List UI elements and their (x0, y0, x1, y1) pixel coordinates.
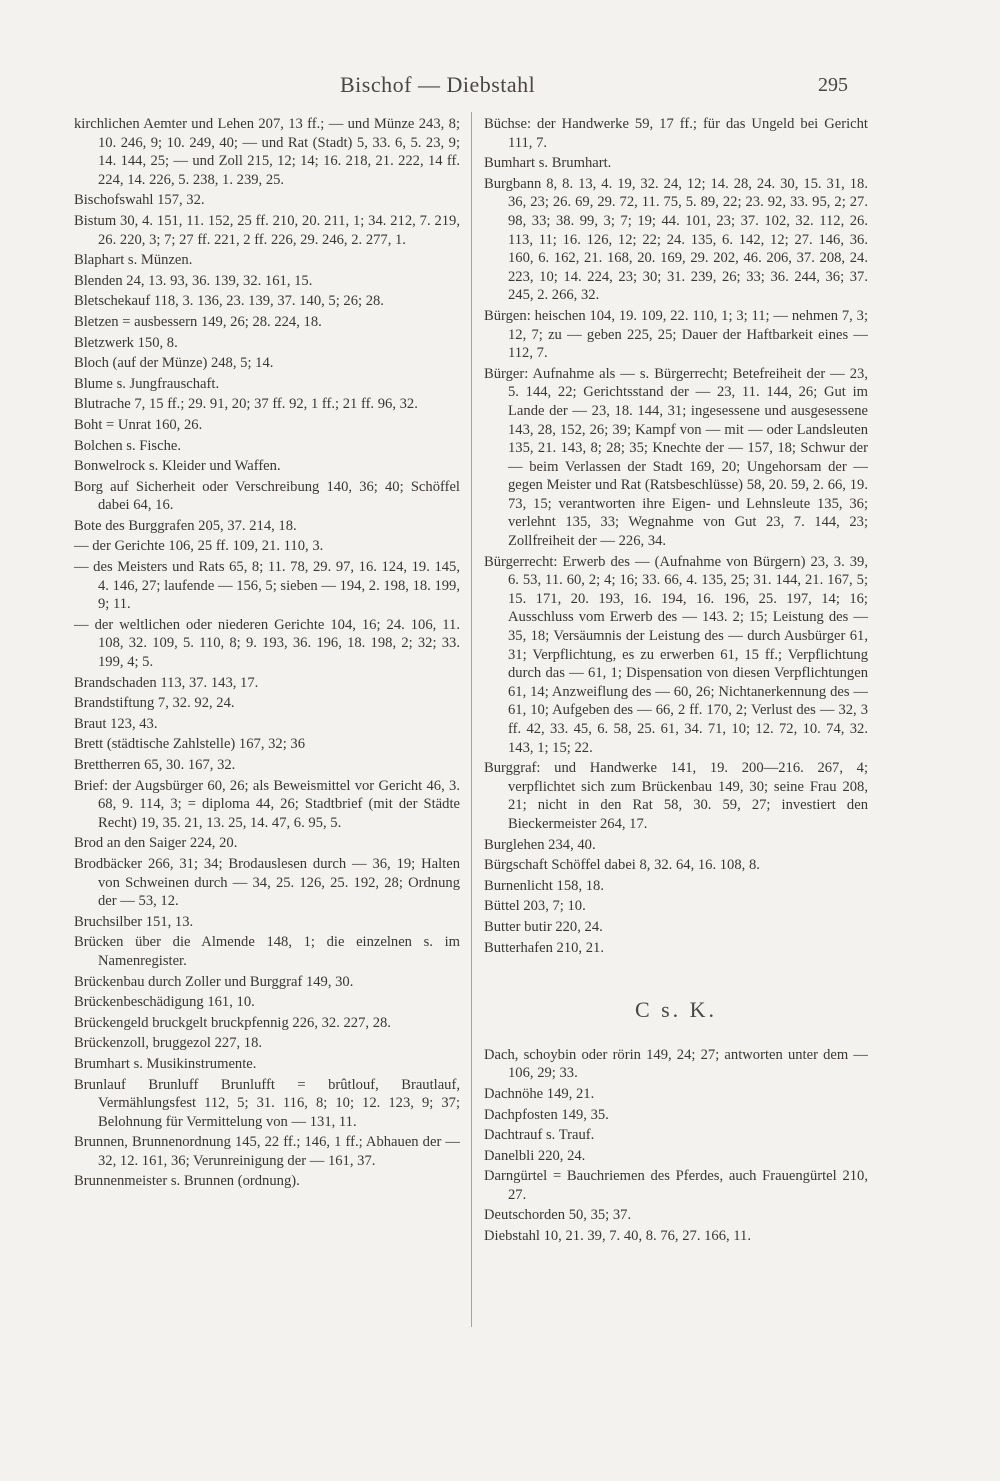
index-entry: Burgbann 8, 8. 13, 4. 19, 32. 24, 12; 14. 28, 24. 30, 15. 31, 18. 36, 23; 26. 69, 29. 72, 11. 75, 5. 89, 22; 23. 92, 33. 95, 2; 27. 98, 33; 38. 99, 3; 7; 19; 44. 101, 23; 37. 102, 32. 112, 26. 113, 11; 16. 126, 12; 22; 24. 135, 6. 142, 12; 27. 146, 36. 160, 6. 162, 21. 168, 20. 169, 29. 202, 46. 206, 37. 208, 24. 223, 10; 14. 224, 23; 30; 31. 239, 26; 33; 36. 244, 36; 37. 245, 2. 266, 32. (484, 175, 868, 304)
index-entry: Brandstiftung 7, 32. 92, 24. (74, 695, 235, 712)
index-entry: Bürger: Aufnahme als — s. Bürgerrecht; Betefreiheit der — 23, 5. 144, 22; Gerichtsstand der — 23, 11. 144, 26; Gut im Lande der — 23, 18. 144, 31; ingesessene und ausgesessene 143, 28, 152, 26; 39; Kampf von — mit — oder Landsleuten 135, 21. 143, 8; 28; 35; Knechte der — 157, 18; Schwur der — beim Verlassen der Stadt 169, 20; Ungehorsam der — gegen Meister und Rat (Ratsbeschlüsse) 58, 20. 59, 2. 66, 19. 73, 15; verantworten ihre Eigen- und Lehnsleute 135, 36; verlehnt 135, 33; Wegnahme von Gut 23, 7. 144, 23; Zollfreiheit der — 226, 34. (484, 365, 868, 550)
index-entry: Bürgschaft Schöffel dabei 8, 32. 64, 16. 108, 8. (484, 857, 760, 874)
index-entry: Blume s. Jungfrauschaft. (74, 375, 220, 392)
index-entry: Brod an den Saiger 224, 20. (74, 835, 238, 852)
index-entry: Bletzen = ausbessern 149, 26; 28. 224, 18. (74, 313, 322, 330)
running-header (0, 72, 1000, 102)
index-entry: Brunnenmeister s. Brunnen (ordnung). (74, 1173, 300, 1190)
page-number: 295 (818, 74, 848, 96)
index-entry: Dachpfosten 149, 35. (484, 1106, 609, 1123)
index-entry: — der weltlichen oder niederen Gerichte 104, 16; 24. 106, 11. 108, 32. 109, 5. 110, 8; 9. 193, 36. 196, 18. 198, 2; 32; 33. 199, 4; 5. (74, 616, 460, 671)
index-entry: Bruchsilber 151, 13. (74, 913, 194, 930)
index-entry: kirchlichen Aemter und Lehen 207, 13 ff.; — und Münze 243, 8; 10. 246, 9; 10. 249, 40; — und Rat (Stadt) 5, 33. 6, 5. 23, 9; 14. 144, 25; — und Zoll 215, 12; 14; 16. 218, 21. 222, 14 ff. 224, 14. 226, 5. 238, 1. 239, 25. (74, 116, 460, 188)
index-entry: Bletzwerk 150, 8. (74, 334, 178, 351)
index-entry: Brunlauf Brunluff Brunlufft = brûtlouf, Brautlauf, Vermählungsfest 112, 5; 31. 116, 8; 10; 12. 123, 9; 37; Belohnung für Vermittelung von — 131, 11. (74, 1076, 460, 1130)
index-entry: Brandschaden 113, 37. 143, 17. (74, 674, 259, 691)
index-entry: Brett (städtische Zahlstelle) 167, 32; 36 (74, 736, 306, 753)
index-entry: Bürgerrecht: Erwerb des — (Aufnahme von Bürgern) 23, 3. 39, 6. 53, 11. 60, 2; 4; 16; 33. 66, 4. 135, 25; 31. 144, 21. 167, 5; 15. 171, 20. 193, 16. 194, 16. 196, 25. 197, 14; 16; Ausschluss vom Erwerb des — 143. 2; 15; Leistung des — 35, 18; Versäumnis der Leistung des — durch Ausbürger 61, 31; Verpflichtung, es zu erwerben 61, 15 ff.; Verpflichtung durch das — 61, 1; Dispensation von diesen Verpflichtungen 61, 14; Anzweiflung des — 60, 26; Nichtanerkennung des — 61, 10; Aufgeben des — 66, 2 ff. 170, 2; Verlust des — 32, 3 ff. 42, 33. 45, 6. 58, 25. 61, 34. 71, 10; 12. 72, 10. 74, 32. 143, 1; 15; 22. (484, 553, 868, 756)
index-entry: Brückenzoll, bruggezol 227, 18. (74, 1035, 263, 1052)
index-entry: Deutschorden 50, 35; 37. (484, 1207, 632, 1224)
index-entry: Brückenbeschädigung 161, 10. (74, 994, 255, 1011)
index-entry: Blenden 24, 13. 93, 36. 139, 32. 161, 15. (74, 272, 313, 289)
index-entry: — des Meisters und Rats 65, 8; 11. 78, 29. 97, 16. 124, 19. 145, 4. 146, 27; laufende — 156, 5; sieben — 194, 2. 198, 18. 199, 9; 11. (74, 559, 460, 613)
index-entry: Danelbli 220, 24. (484, 1147, 586, 1164)
index-entry: Brücken über die Almende 148, 1; die einzelnen s. im Namenregister. (74, 934, 460, 969)
index-entry: Brief: der Augsbürger 60, 26; als Beweismittel vor Gericht 46, 3. 68, 9. 114, 3; = diploma 44, 26; Stadtbrief (mit der Städte Recht) 19, 35. 21, 13. 25, 14. 47, 6. 95, 5. (74, 777, 460, 831)
index-entry: Dach, schoybin oder rörin 149, 24; 27; antworten unter dem — 106, 29; 33. (484, 1046, 868, 1082)
index-entry: Braut 123, 43. (74, 715, 158, 732)
index-entry: Diebstahl 10, 21. 39, 7. 40, 8. 76, 27. 166, 11. (484, 1228, 751, 1245)
right-column (484, 115, 868, 1248)
index-entry: Brunnen, Brunnenordnung 145, 22 ff.; 146, 1 ff.; Abhauen der — 32, 12. 161, 36; Verunreinigung der — 161, 37. (74, 1134, 460, 1169)
index-entry: Brodbäcker 266, 31; 34; Brodauslesen durch — 36, 19; Halten von Schweinen durch — 34, 25. 126, 25. 192, 28; Ordnung der — 53, 12. (74, 855, 460, 910)
index-entry: Bonwelrock s. Kleider und Waffen. (74, 458, 281, 475)
index-entry: Bolchen s. Fische. (74, 437, 182, 454)
index-entry: Büttel 203, 7; 10. (484, 898, 586, 915)
index-entry: Bistum 30, 4. 151, 11. 152, 25 ff. 210, 20. 211, 1; 34. 212, 7. 219, 26. 220, 3; 7; 27 ff. 221, 2 ff. 226, 29. 246, 2. 277, 1. (74, 212, 460, 248)
index-entry: Bürgen: heischen 104, 19. 109, 22. 110, 1; 3; 11; — nehmen 7, 3; 12, 7; zu — geben 225, 25; Dauer der Haftbarkeit eines — 112, 7. (484, 307, 868, 362)
index-entry: Büchse: der Handwerke 59, 17 ff.; für das Ungeld bei Gericht 111, 7. (484, 116, 868, 151)
index-entry: Blaphart s. Münzen. (74, 252, 193, 269)
index-entry: Bletschekauf 118, 3. 136, 23. 139, 37. 140, 5; 26; 28. (74, 293, 384, 310)
index-entry: Boht = Unrat 160, 26. (74, 416, 203, 433)
index-entry: Blutrache 7, 15 ff.; 29. 91, 20; 37 ff. 92, 1 ff.; 21 ff. 96, 32. (74, 396, 418, 413)
index-entry: Burglehen 234, 40. (484, 836, 596, 853)
index-entry: Dachnöhe 149, 21. (484, 1085, 595, 1102)
index-entry: Brettherren 65, 30. 167, 32. (74, 757, 236, 773)
index-entry: Dachtrauf s. Trauf. (484, 1127, 595, 1144)
page-title: Bischof — Diebstahl (340, 72, 536, 97)
index-entry: Burnenlicht 158, 18. (484, 877, 604, 894)
index-entry: Brückengeld bruckgelt bruckpfennig 226, 32. 227, 28. (74, 1014, 391, 1031)
index-entry: Brumhart s. Musikinstrumente. (74, 1055, 257, 1072)
left-column (74, 115, 460, 1193)
index-entry: Bote des Burggrafen 205, 37. 214, 18. (74, 517, 297, 534)
section-heading: C s. K. (634, 997, 718, 1023)
index-entry: Burggraf: und Handwerke 141, 19. 200—216. 267, 4; verpflichtet sich zum Brückenbau 149, 30; seine Frau 208, 21; nicht in den Rat 58, 30. 59, 27; investiert den Bieckermeister 264, 17. (484, 760, 868, 832)
index-entry: Bloch (auf der Münze) 248, 5; 14. (74, 355, 274, 372)
index-entry: Bischofswahl 157, 32. (74, 192, 205, 209)
index-entry: Butter butir 220, 24. (484, 918, 603, 935)
index-entry: Butterhafen 210, 21. (484, 939, 604, 956)
column-divider (471, 112, 472, 1327)
index-entry: Brückenbau durch Zoller und Burggraf 149, 30. (74, 973, 354, 990)
index-entry: Bumhart s. Brumhart. (484, 155, 612, 172)
index-entry: Borg auf Sicherheit oder Verschreibung 140, 36; 40; Schöffel dabei 64, 16. (74, 478, 460, 514)
index-entry: Darngürtel = Bauchriemen des Pferdes, auch Frauengürtel 210, 27. (484, 1168, 868, 1203)
index-entry: — der Gerichte 106, 25 ff. 109, 21. 110, 3. (74, 538, 324, 555)
